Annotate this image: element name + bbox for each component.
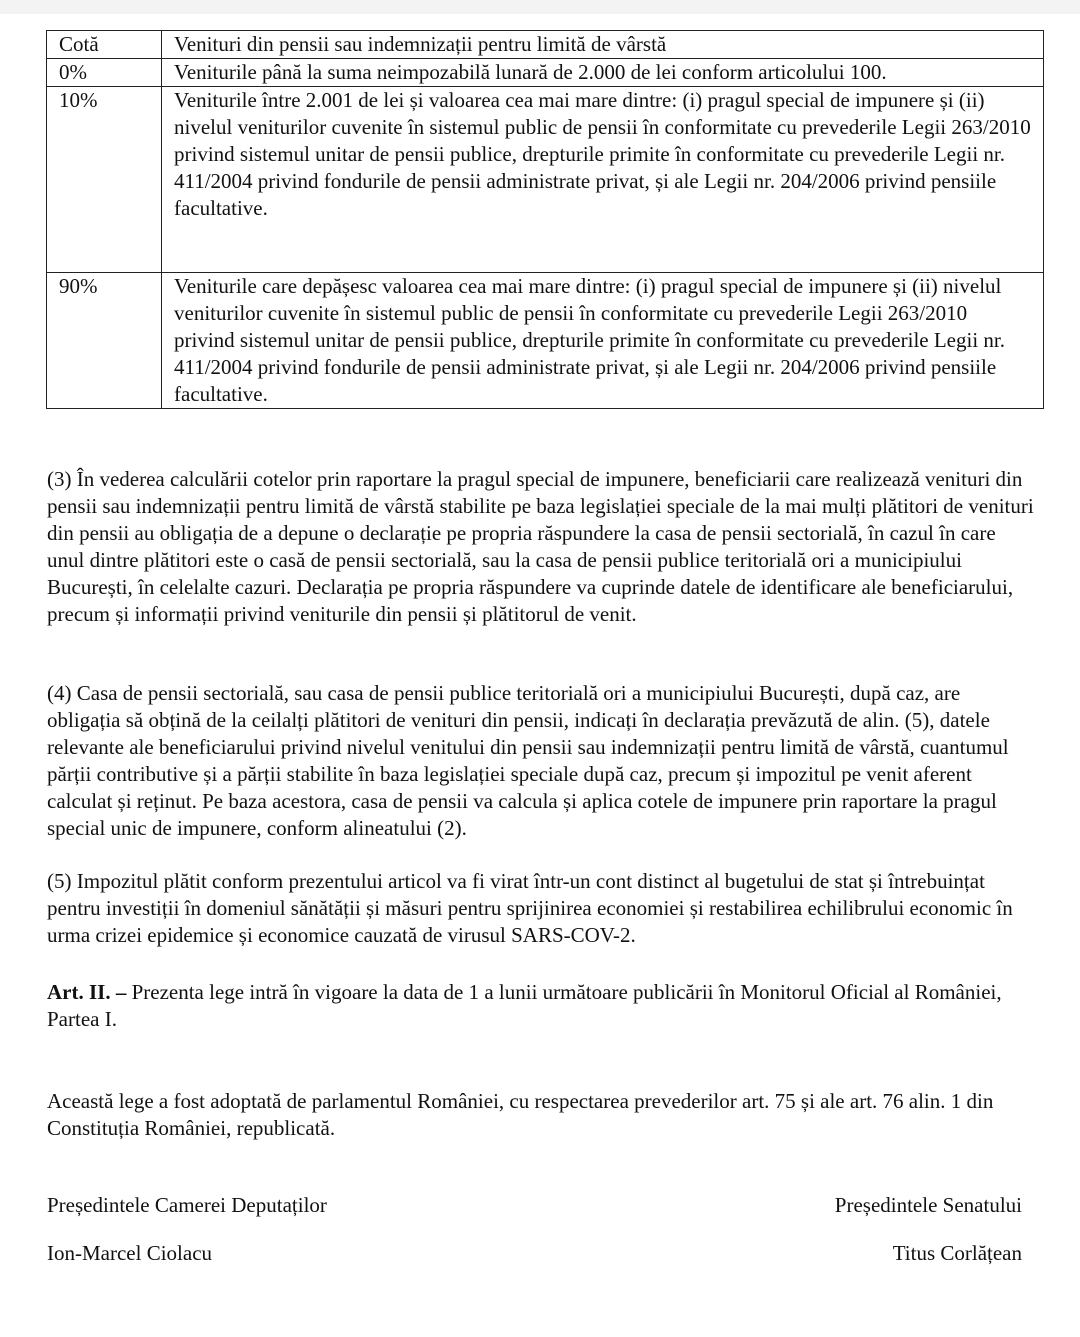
paragraph-4: (4) Casa de pensii sectorială, sau casa de pensii publice teritorială ori a municipiului București, după caz, are obligația să obțină de la ceilalți plătitori de venituri din pensii, indicați în declarația prevăzută de alin. (5), datele relevante ale beneficiarului privind nivelul venitului din pensii sau indemnizații pentru limită de vârstă, cuantumul părții contributive și a părții stabilite în baza legislației speciale după caz, precum și impozitul pe venit aferent calculat și reținut. Pe baza acestora, casa de pensii va calcula și aplica cotele de impunere prin raportare la pragul special unic de impunere, conform alineatului (2).	[47, 681, 1009, 840]
row-rate: 0%	[47, 59, 162, 87]
row-description: Veniturile care depășesc valoarea cea mai mare dintre: (i) pragul special de impunere și (ii) nivelul veniturilor cuvenite în sistemul public de pensii în conformitate cu prevederile Legii 263/2010 privind sistemul unitar de pensii publice, drepturile primite în conformitate cu prevederile Legii nr. 411/2004 privind fondurile de pensii administrate privat, și ale Legii nr. 204/2006 privind pensiile facultative.	[162, 273, 1044, 409]
adoption-statement: Această lege a fost adoptată de parlamentul României, cu respectarea prevederilor art. 75 și ale art. 76 alin. 1 din Constituția României, republicată.	[47, 1089, 994, 1140]
table-header-row	[47, 31, 1044, 59]
article-2-label: Art. II. –	[47, 980, 127, 1004]
right-signatory-title: Președintele Senatului	[834, 1193, 1022, 1217]
row-rate: 90%	[47, 273, 162, 409]
left-signatory-title: Președintele Camerei Deputaților	[47, 1193, 327, 1217]
article-2-text: Prezenta lege intră în vigoare la data de 1 a lunii următoare publicării în Monitorul Oficial al României, Partea I.	[47, 980, 1002, 1031]
row-rate: 10%	[47, 87, 162, 273]
table-row	[47, 59, 1044, 87]
table-row	[47, 273, 1044, 409]
article-2	[47, 979, 1037, 1033]
header-description: Venituri din pensii sau indemnizații pentru limită de vârstă	[162, 31, 1044, 59]
paragraph-5: (5) Impozitul plătit conform prezentului articol va fi virat într-un cont distinct al bugetului de stat și întrebuințat pentru investiții în domeniul sănătății și măsuri pentru sprijinirea economiei și restabilirea echilibrului economic în urma crizei epidemice și economice cauzată de virusul SARS-COV-2.	[47, 869, 1013, 947]
row-description: Veniturile între 2.001 de lei și valoarea cea mai mare dintre: (i) pragul special de impunere și (ii) nivelul veniturilor cuvenite în sistemul public de pensii în conformitate cu prevederile Legii 263/2010 privind sistemul unitar de pensii publice, drepturile primite în conformitate cu prevederile Legii nr. 411/2004 privind fondurile de pensii administrate privat, și ale Legii nr. 204/2006 privind pensiile facultative.	[162, 87, 1044, 273]
header-rate: Cotă	[47, 31, 162, 59]
top-band	[0, 0, 1080, 14]
right-signatory-name: Titus Corlățean	[892, 1241, 1022, 1265]
table-row	[47, 87, 1044, 273]
left-signatory-name: Ion-Marcel Ciolacu	[47, 1241, 213, 1265]
paragraph-3: (3) În vederea calculării cotelor prin raportare la pragul special de impunere, beneficiarii care realizează venituri din pensii sau indemnizații pentru limită de vârstă stabilite pe baza legislației speciale de la mai mulți plătitori de venituri din pensii au obligația de a depune o declarație pe propria răspundere la casa de pensii sectorială, în cazul în care unul dintre plătitori este o casă de pensii sectorială, sau la casa de pensii publice teritorială ori a municipiului București, în celelalte cazuri. Declarația pe propria răspundere va cuprinde datele de identificare ale beneficiarului, precum și informații privind veniturile din pensii și plătitorul de venit.	[47, 467, 1034, 626]
tax-rate-table	[46, 30, 1044, 409]
row-description: Veniturile până la suma neimpozabilă lunară de 2.000 de lei conform articolului 100.	[162, 59, 1044, 87]
